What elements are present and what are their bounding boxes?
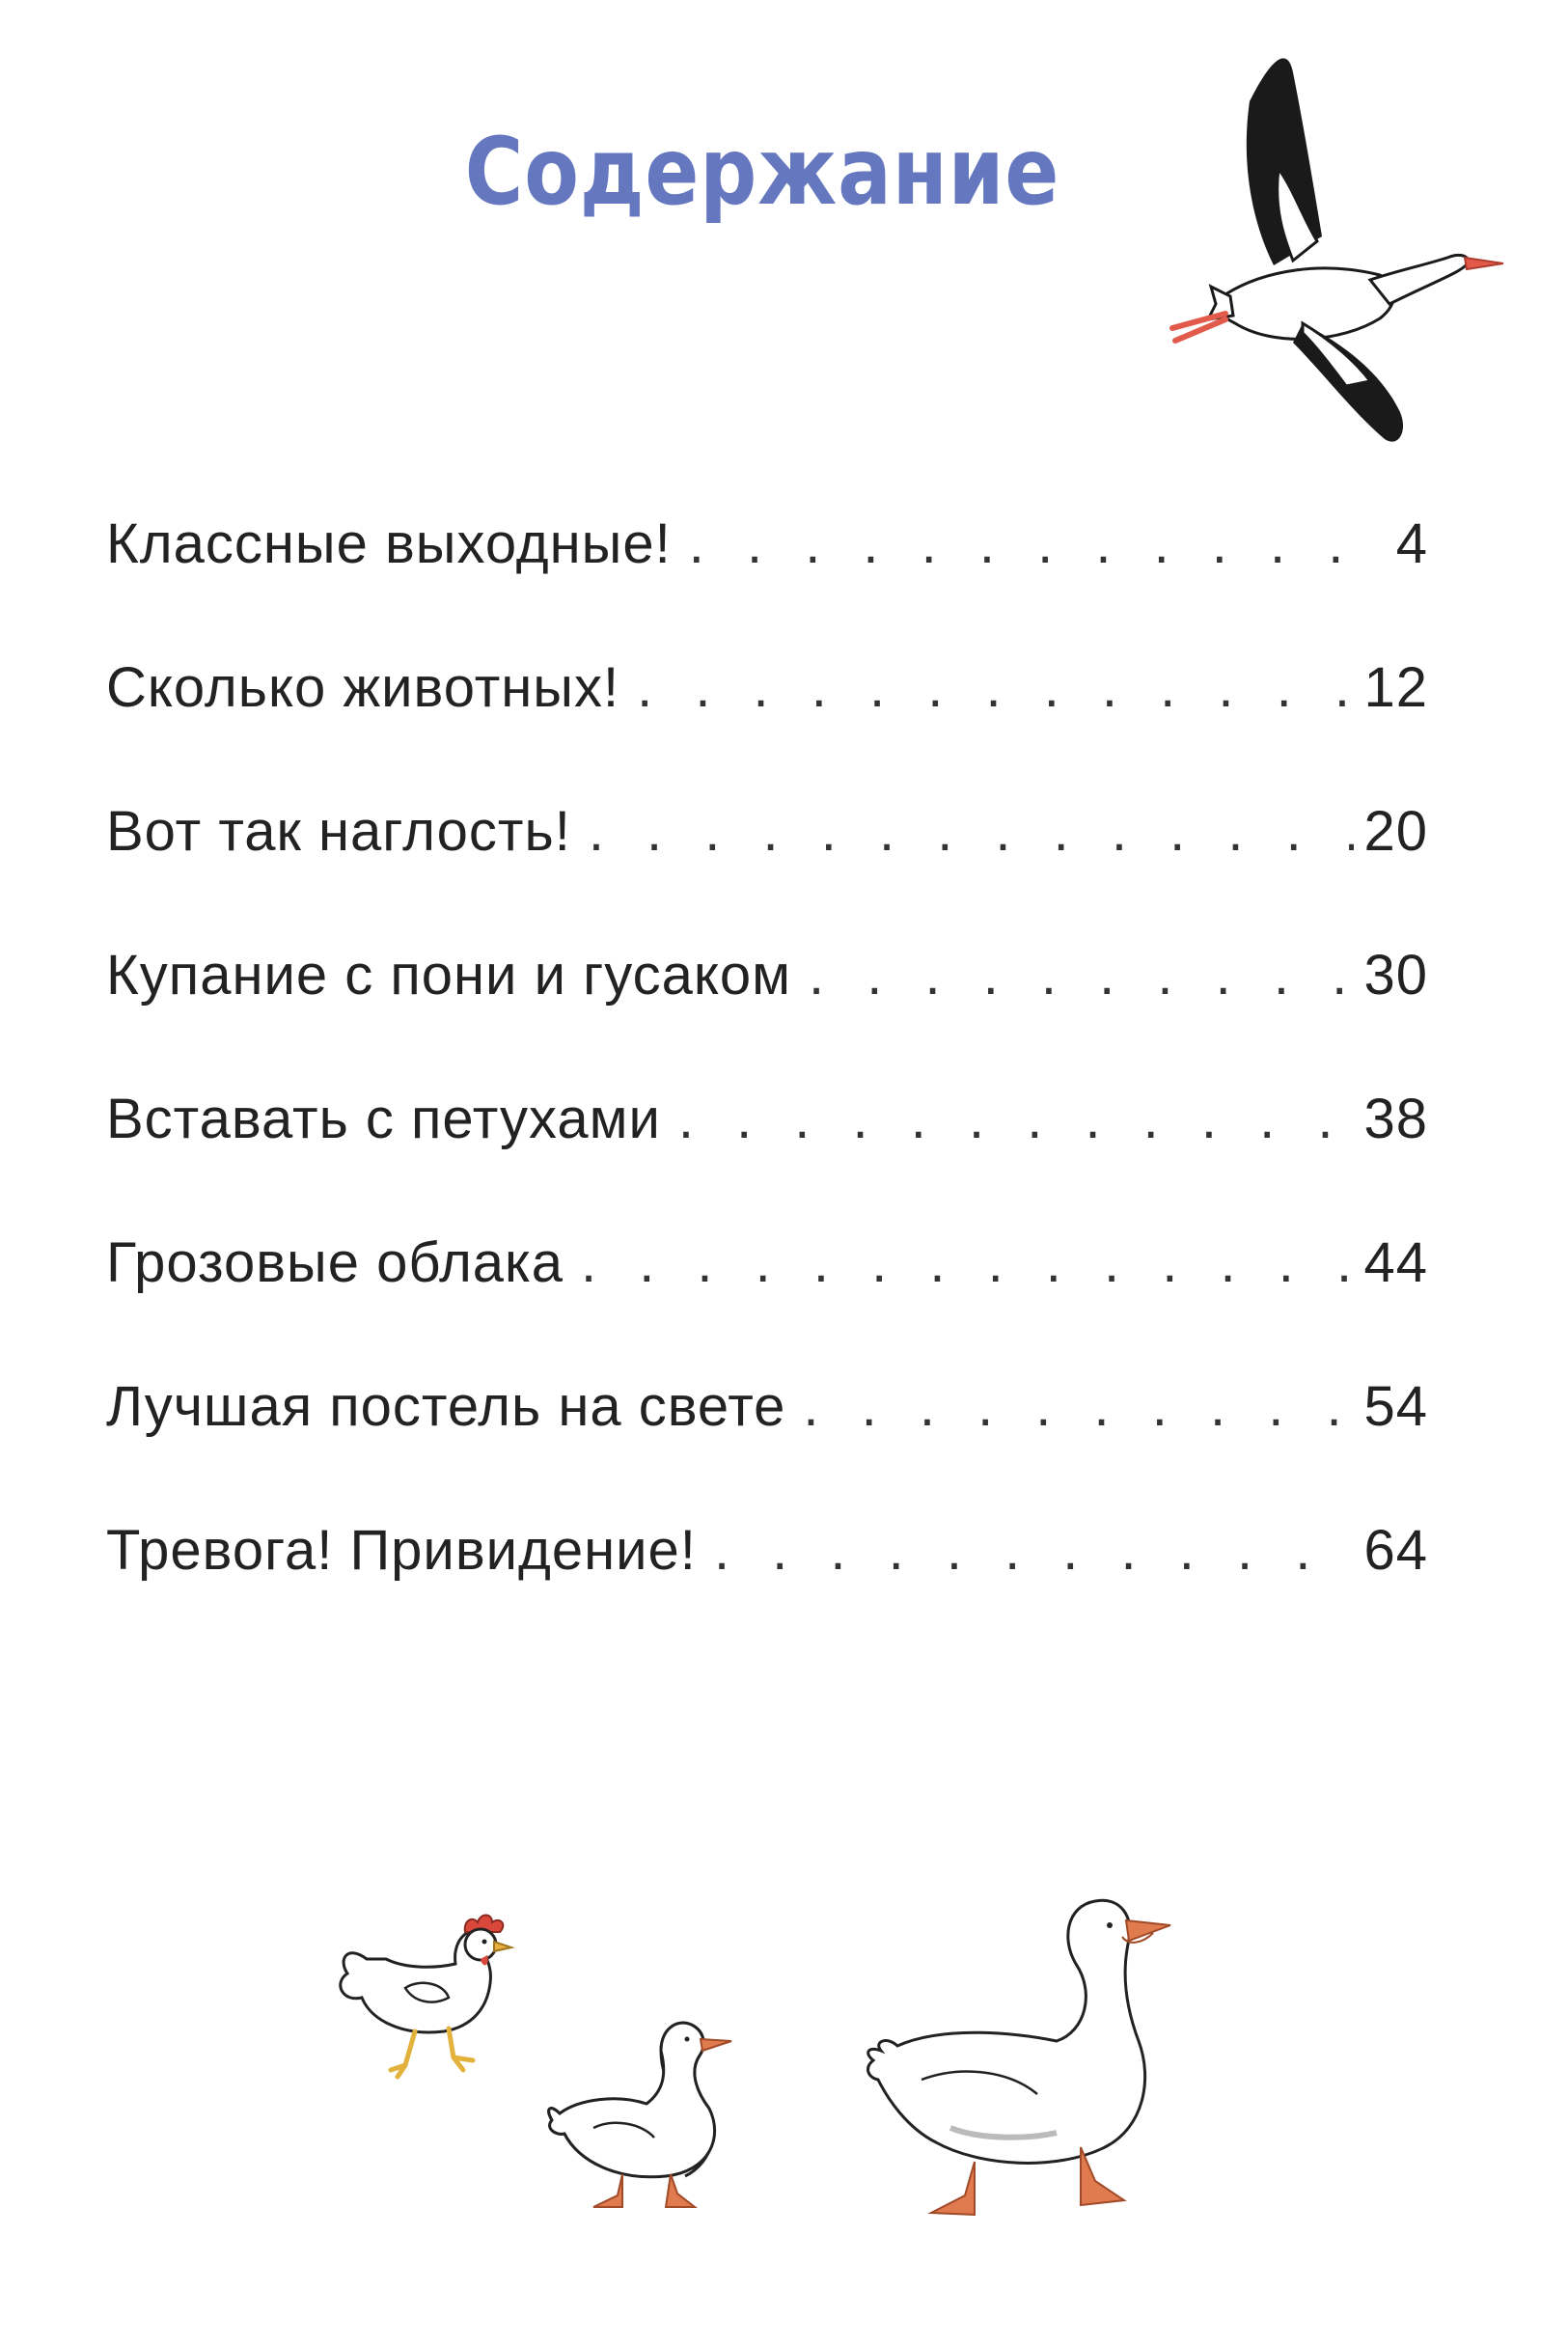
toc-entry-page: 54 [1363,1375,1428,1438]
toc-entry[interactable] [106,1518,1428,1662]
toc-entry-title: Тревога! Привидение! [106,1519,697,1582]
toc-entry-page: 64 [1363,1519,1428,1582]
toc-entry-title: Купание с пони и гусаком [106,944,792,1007]
stork-illustration [1158,34,1505,458]
toc-entry[interactable] [106,1230,1428,1374]
toc-dot-leader [581,1230,1355,1295]
toc-dot-leader [803,1374,1354,1439]
toc-dot-leader [637,655,1354,720]
toc-entry-title: Сколько животных! [106,656,620,719]
toc-entry[interactable] [106,943,1428,1087]
toc-entry-title: Лучшая постель на свете [106,1375,786,1438]
goose-illustration [864,1887,1211,2244]
toc-entry[interactable] [106,511,1428,655]
toc-entry-page: 4 [1395,512,1428,575]
toc-entry[interactable] [106,655,1428,799]
duck-illustration [540,1993,772,2224]
toc-entry-page: 38 [1363,1088,1428,1150]
toc-dot-leader [589,799,1355,864]
toc-entry[interactable] [106,1374,1428,1518]
toc-entry[interactable] [106,1087,1428,1230]
toc-dot-leader [689,511,1387,576]
toc-entry-page: 20 [1363,800,1428,863]
toc-entry-title: Грозовые облака [106,1231,564,1294]
toc-entry-title: Вставать с петухами [106,1088,661,1150]
page-title: Содержание [464,118,1060,226]
toc-entry-page: 30 [1363,944,1428,1007]
toc-entry-page: 12 [1363,656,1428,719]
toc-dot-leader [809,943,1354,1007]
toc-entry-title: Вот так наглость! [106,800,571,863]
hen-illustration [328,1891,540,2084]
toc-dot-leader [678,1087,1355,1151]
toc-entry[interactable] [106,799,1428,943]
table-of-contents [106,511,1428,1662]
toc-entry-page: 44 [1363,1231,1428,1294]
toc-dot-leader [714,1518,1355,1583]
toc-entry-title: Классные выходные! [106,512,672,575]
